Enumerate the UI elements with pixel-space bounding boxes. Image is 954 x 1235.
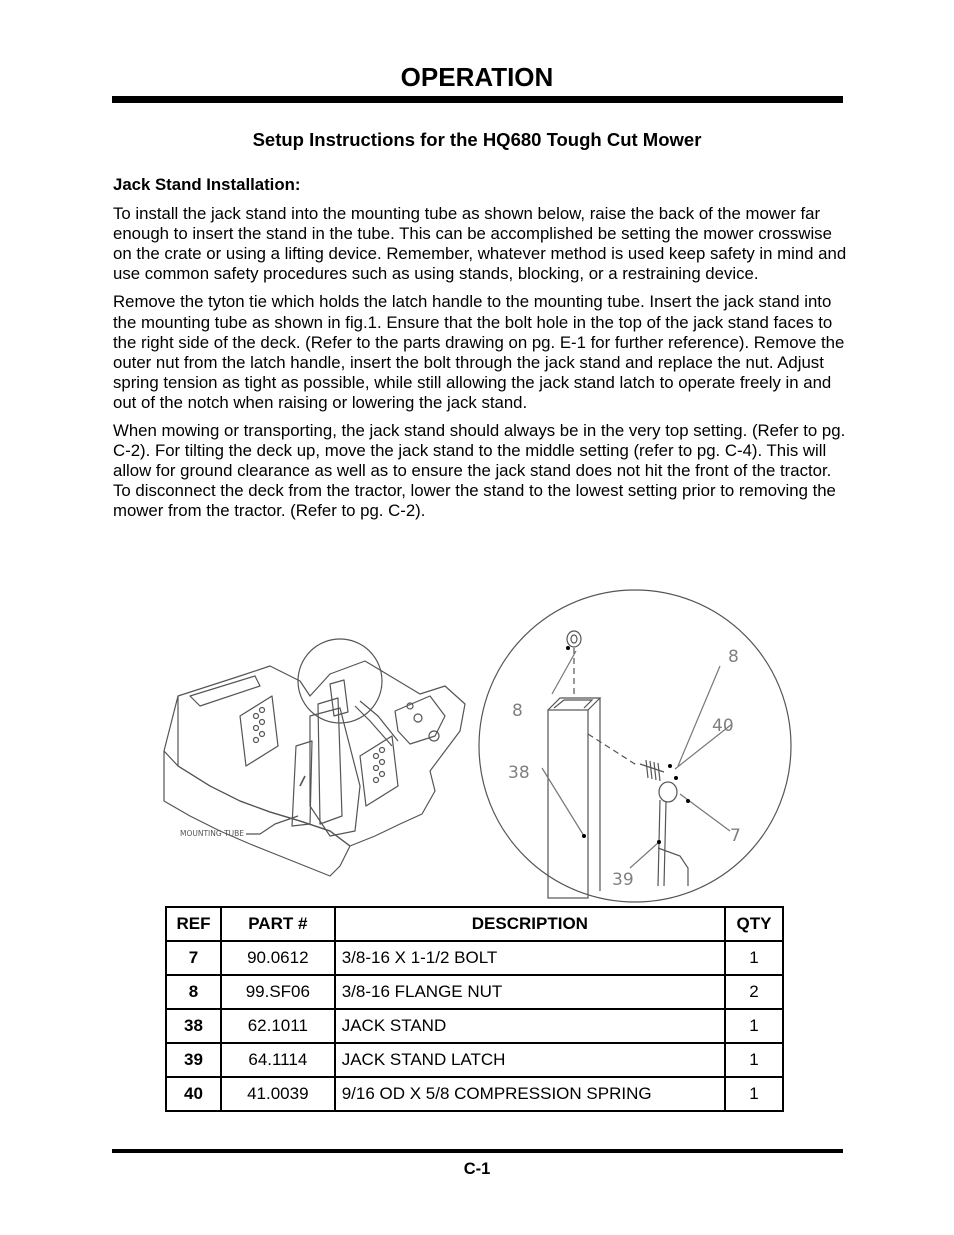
cell-ref: 40 xyxy=(166,1077,221,1111)
table-row xyxy=(166,1009,783,1043)
footer-rule xyxy=(112,1149,843,1153)
cell-part: 99.SF06 xyxy=(221,975,335,1009)
cell-part: 64.1114 xyxy=(221,1043,335,1077)
mounting-tube-label: MOUNTING TUBE xyxy=(180,829,245,838)
deck-drawing xyxy=(164,639,465,876)
paragraph: To install the jack stand into the mounting tube as shown below, raise the back of the mower far enough to insert the stand in the tube. This can be accomplished be setting the mower crosswise on the crate or using a lifting device. Remember, whatever method is used keep safety in mind and use common safety procedures such as using stands, blocking, or a restraining device. xyxy=(113,204,847,284)
header-ref: REF xyxy=(166,907,221,941)
cell-qty: 1 xyxy=(725,941,783,975)
jack-stand-drawing xyxy=(160,586,800,904)
cell-description: 3/8-16 FLANGE NUT xyxy=(335,975,725,1009)
table-row xyxy=(166,1077,783,1111)
cell-qty: 1 xyxy=(725,1009,783,1043)
detail-view xyxy=(479,590,791,902)
cell-part: 62.1011 xyxy=(221,1009,335,1043)
table-row xyxy=(166,941,783,975)
cell-description: 9/16 OD X 5/8 COMPRESSION SPRING xyxy=(335,1077,725,1111)
table-header-row xyxy=(166,907,783,941)
section-title: OPERATION xyxy=(400,62,554,92)
cell-part: 90.0612 xyxy=(221,941,335,975)
callout-38: 38 xyxy=(508,763,530,783)
section-heading: Jack Stand Installation: xyxy=(113,175,301,194)
callout-8-left: 8 xyxy=(512,701,523,721)
cell-ref: 39 xyxy=(166,1043,221,1077)
callout-7: 7 xyxy=(730,826,741,846)
cell-qty: 1 xyxy=(725,1077,783,1111)
page-title: Setup Instructions for the HQ680 Tough Cut Mower xyxy=(252,129,702,150)
header-rule xyxy=(112,96,843,103)
cell-ref: 7 xyxy=(166,941,221,975)
header-part: PART # xyxy=(221,907,335,941)
parts-table xyxy=(165,906,784,1112)
cell-ref: 8 xyxy=(166,975,221,1009)
callout-8-right: 8 xyxy=(728,647,739,667)
jack-stand-figure xyxy=(160,586,800,904)
cell-description: JACK STAND xyxy=(335,1009,725,1043)
paragraph: Remove the tyton tie which holds the latch handle to the mounting tube. Insert the jack stand into the mounting tube as shown in fig.1. Ensure that the bolt hole in the top of the jack stand faces to the right side of the deck. (Refer to the parts drawing on pg. E-1 for further reference). Remove the outer nut from the latch handle, insert the bolt through the jack stand and replace the nut. Adjust spring tension as tight as possible, while still allowing the jack stand latch to operate freely in and out of the notch when raising or lowering the jack stand. xyxy=(113,292,845,412)
instructions-body xyxy=(113,175,848,530)
callout-40: 40 xyxy=(712,716,734,736)
callout-39: 39 xyxy=(612,870,634,890)
cell-description: JACK STAND LATCH xyxy=(335,1043,725,1077)
header-qty: QTY xyxy=(725,907,783,941)
cell-qty: 1 xyxy=(725,1043,783,1077)
page-number: C-1 xyxy=(463,1160,491,1178)
table-row xyxy=(166,1043,783,1077)
paragraph: When mowing or transporting, the jack stand should always be in the very top setting. (Refer to pg. C-2). For tilting the deck up, move the jack stand to the middle setting (refer to pg. C-4). This will allow for ground clearance as well as to ensure the jack stand does not hit the front of the tractor. To disconnect the deck from the tractor, lower the stand to the lowest setting prior to removing the mower from the tractor. (Refer to pg. C-2). xyxy=(113,421,846,521)
cell-part: 41.0039 xyxy=(221,1077,335,1111)
cell-ref: 38 xyxy=(166,1009,221,1043)
cell-description: 3/8-16 X 1-1/2 BOLT xyxy=(335,941,725,975)
cell-qty: 2 xyxy=(725,975,783,1009)
table-row xyxy=(166,975,783,1009)
header-description: DESCRIPTION xyxy=(335,907,725,941)
